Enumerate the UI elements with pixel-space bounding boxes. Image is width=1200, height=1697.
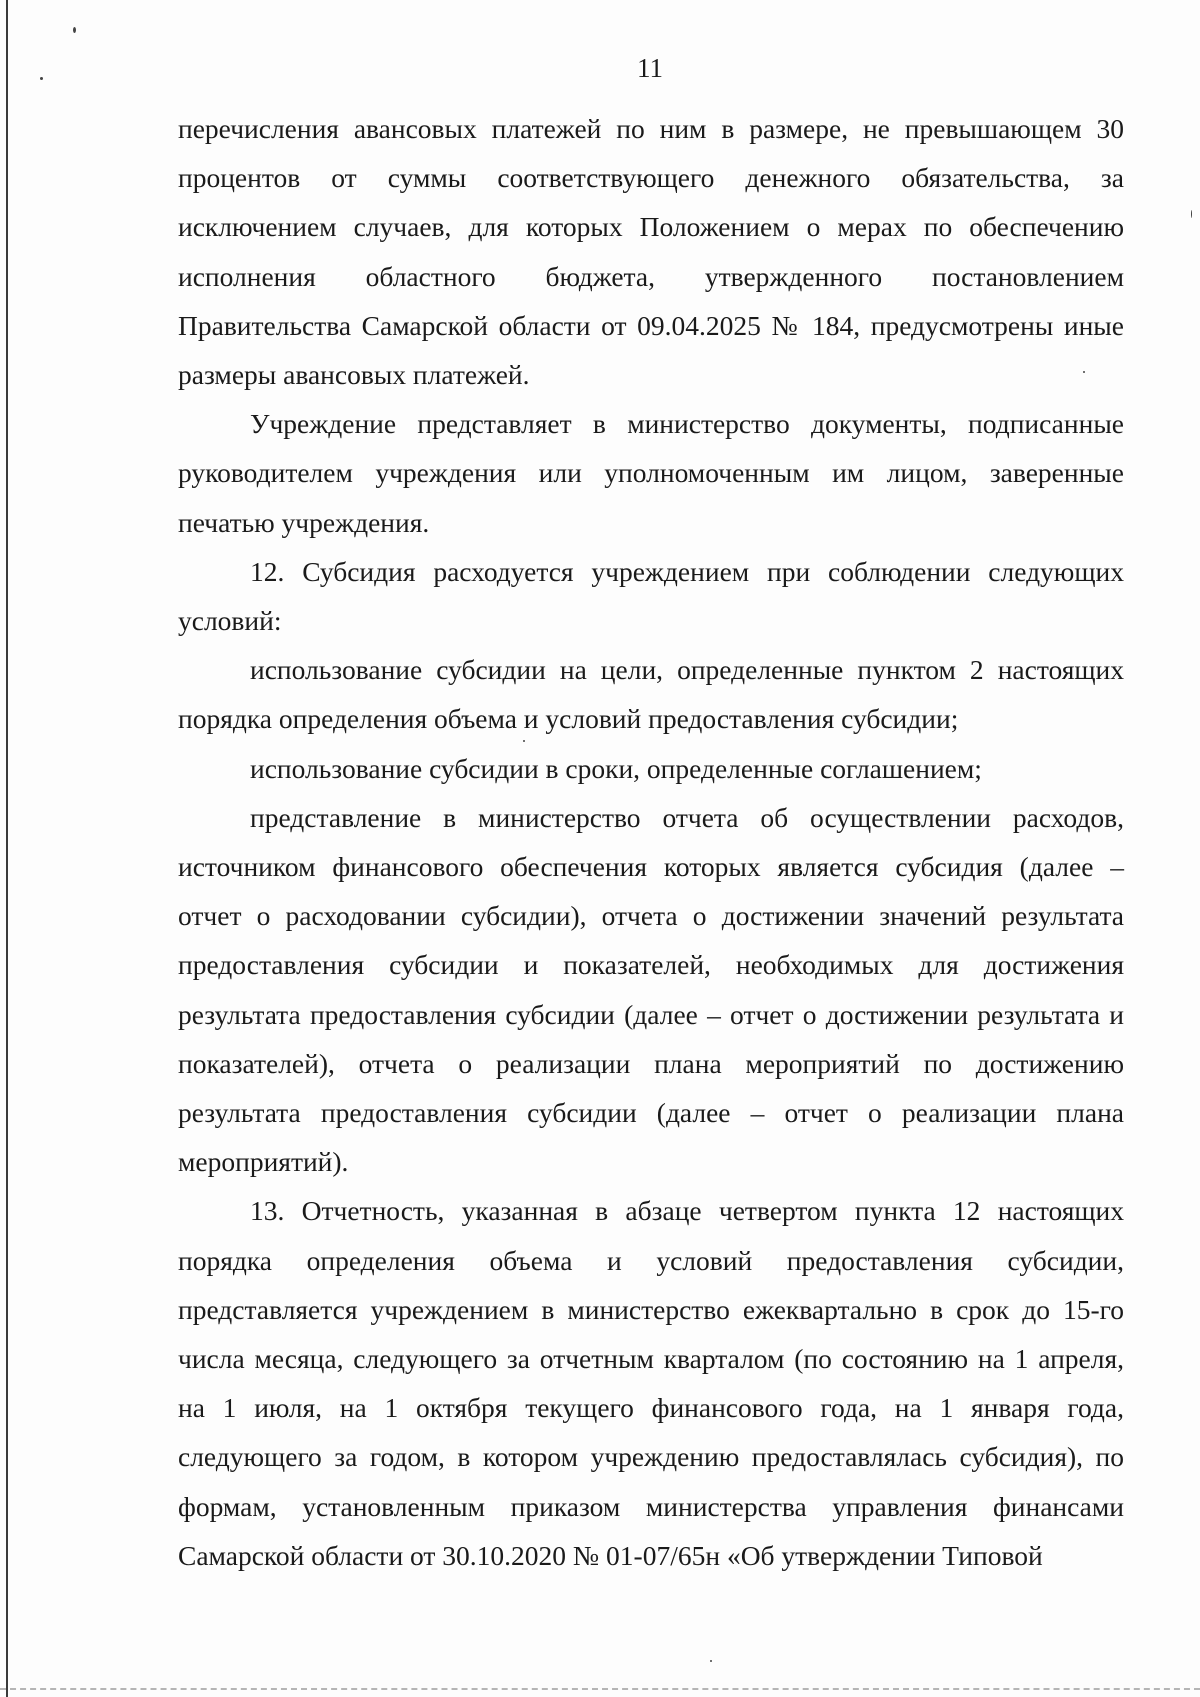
- scan-speck: [1191, 210, 1192, 218]
- paragraph-condition-purpose: использование субсидии на цели, определенные пунктом 2 настоящих порядка определения объема и условий предоставления субсидии;: [178, 654, 1124, 735]
- scan-speck: [710, 1660, 712, 1662]
- paragraph-documents: Учреждение представляет в министерство документы, подписанные руководителем учреждения или уполномоченным им лицом, заверенные печатью учреждения.: [178, 408, 1124, 538]
- scan-speck: [73, 27, 76, 33]
- scan-left-border: [6, 0, 8, 1697]
- document-body: [178, 104, 1124, 1580]
- paragraph-item-12: 12. Субсидия расходуется учреждением при соблюдении следующих условий:: [178, 555, 1124, 637]
- paragraph-condition-reports: представление в министерство отчета об осуществлении расходов, источником финансового обеспечения которых является субсидия (далее – отчет о расходовании субсидии), отчета о достижении значений результата предоставления субсидии и показателей, необходимых для достижения результата предоставления субсидии (далее – отчет о достижении результата и показателей), отчета о реализации плана мероприятий по достижению результата предоставления субсидии (далее – отчет о реализации плана мероприятий).: [178, 801, 1124, 1178]
- scan-bottom-border: [0, 1688, 1200, 1690]
- page-number: 11: [637, 53, 663, 83]
- paragraph-continuation: перечисления авансовых платежей по ним в размере, не превышающем 30 процентов от суммы соответствующего денежного обязательства, за исключением случаев, для которых Положением о мерах по обеспечению исполнения областного бюджета, утвержденного постановлением Правительства Самарской области от 09.04.2025 № 184, предусмотрены иные размеры авансовых платежей.: [178, 113, 1124, 391]
- paragraph-item-13: 13. Отчетность, указанная в абзаце четвертом пункта 12 настоящих порядка определения объема и условий предоставления субсидии, представляется учреждением в министерство ежеквартально в срок до 15-го числа месяца, следующего за отчетным кварталом (по состоянию на 1 апреля, на 1 июля, на 1 октября текущего финансового года, на 1 января года, следующего за годом, в котором учреждению предоставлялась субсидия), по формам, установленным приказом министерства управления финансами Самарской области от 30.10.2020 № 01-07/65н «Об утверждении Типовой: [178, 1195, 1124, 1571]
- paragraph-condition-terms: использование субсидии в сроки, определенные соглашением;: [250, 752, 982, 784]
